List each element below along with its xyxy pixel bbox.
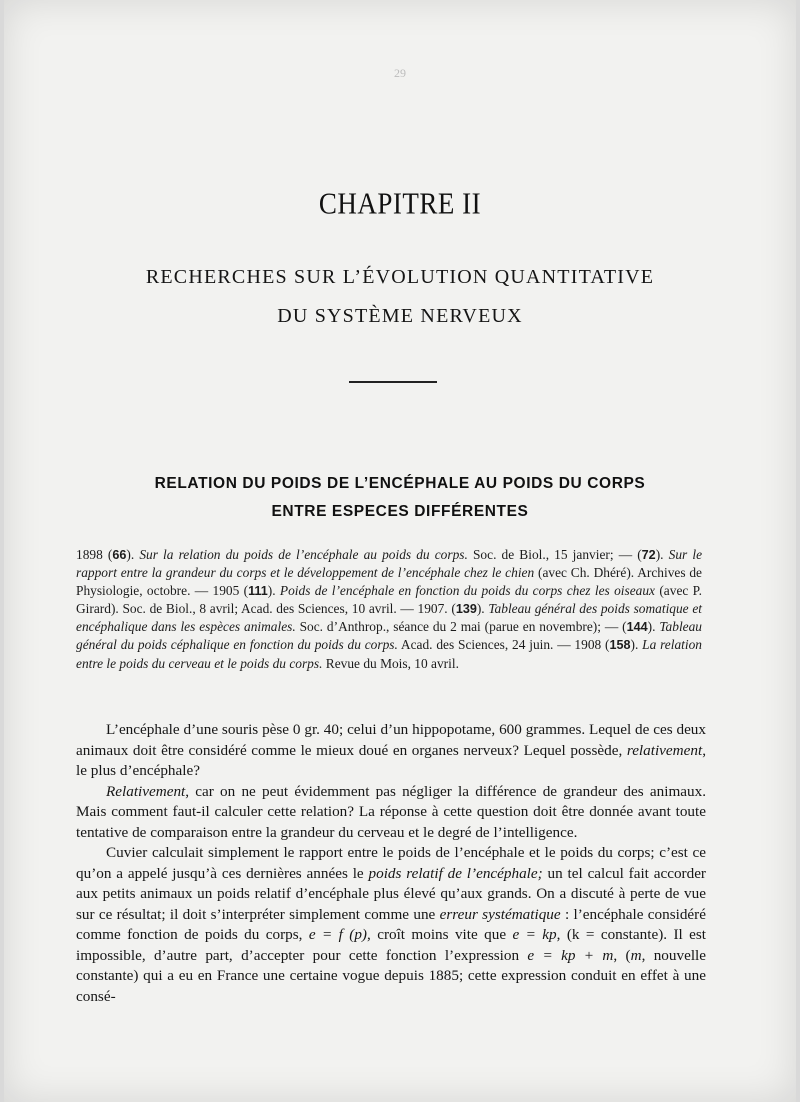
chapter-title: CHAPITRE II: [318, 185, 482, 221]
section-heading-line1: RELATION DU POIDS DE L’ENCÉPHALE AU POIDS DU CORPS: [154, 475, 646, 492]
equation: e = f (p): [308, 926, 367, 943]
paragraph: Relativement, car on ne peut évidemment pas négliger la différence de grandeur des animaux. Mais comment faut-il calculer cette relation? La réponse à cette question doit être donnée avant toute tentative de comparaison entre la grandeur du cerveau et le degré de l’intelligence.: [76, 782, 706, 841]
ref-number: 111: [248, 583, 268, 598]
ref-title: La relation entre le poids du cerveau et le poids du corps.: [76, 637, 702, 671]
chapter-subtitle-line2: DU SYSTÈME NERVEUX: [277, 305, 523, 327]
equation: e = kp + m: [527, 946, 614, 964]
paragraph: L’encéphale d’une souris pèse 0 gr. 40; celui d’un hippopotame, 600 grammes. Lequel de ces deux animaux doit être considéré comme le mieux doué en organes nerveux? Lequel possède, relativement, le plus d’encéphale?: [76, 721, 706, 779]
body-text: [76, 714, 706, 1007]
title-divider: [349, 381, 437, 383]
ref-title: Poids de l’encéphale en fonction du poids du corps chez les oiseaux: [279, 582, 655, 598]
equation: e = kp: [512, 926, 557, 943]
paragraph: Cuvier calculait simplement le rapport entre le poids de l’encéphale et le poids du corps; c’est ce qu’on a appelé jusqu’à ces dernières années le poids relatif de l’encéphale; un tel calcul fait accorder aux petits animaux un poids relatif d’encéphale plus élevé qu’aux grands. On a discuté à perte de vue sur ce résultat; il doit s’interpréter simplement comme une erreur systématique : l’encéphale considéré comme fonction de poids du corps, e = f (p), croît moins vite que e = kp, (k = constante). Il est impossible, d’autre part, d’accepter pour cette fonction l’expression e = kp + m, (m, nouvelle constante) qui a eu en France une certaine vogue depuis 1885; cette expression conduit en effet à une consé-: [76, 844, 707, 1005]
page-number: 29: [394, 66, 406, 80]
ref-number: 139: [455, 601, 477, 616]
bibliography-block: 1898 (66). Sur la relation du poids de l’encéphale au poids du corps. Soc. de Biol., 15 janvier; — (72). Sur le rapport entre la grandeur du corps et le développement de l’encéphale chez le chien (avec Ch. Dhéré). Archives de Physiologie, octobre. — 1905 (111). Poids de l’encéphale en fonction du poids du corps chez les oiseaux (avec P. Girard). Soc. de Biol., 8 avril; Acad. des Sciences, 10 avril. — 1907. (139). Tableau général des poids somatique et encéphalique dans les espèces animales. Soc. d’Anthrop., séance du 2 mai (parue en novembre); — (144). Tableau général du poids céphalique en fonction du poids du corps. Acad. des Sciences, 24 juin. — 1908 (158). La relation entre le poids du cerveau et le poids du corps. Revue du Mois, 10 avril.: [76, 547, 703, 671]
ref-number: 144: [626, 620, 648, 635]
ref-title: Sur le rapport entre la grandeur du corps et le développement de l’encéphale chez le chien: [76, 547, 703, 581]
ref-number: 66: [112, 548, 127, 562]
ref-title: Sur la relation du poids de l’encéphale au poids du corps.: [139, 547, 468, 562]
ref-title: Tableau général du poids céphalique en fonction du poids du corps.: [76, 619, 703, 653]
chapter-subtitle-line1: RECHERCHES SUR L’ÉVOLUTION QUANTITATIVE: [145, 266, 655, 288]
section-heading-line2: ENTRE ESPECES DIFFÉRENTES: [271, 503, 529, 520]
document-page: [4, 0, 796, 1102]
ref-number: 72: [641, 548, 656, 562]
ref-title: Tableau général des poids somatique et encéphalique dans les espèces animales.: [76, 600, 702, 635]
ref-number: 158: [609, 638, 631, 653]
